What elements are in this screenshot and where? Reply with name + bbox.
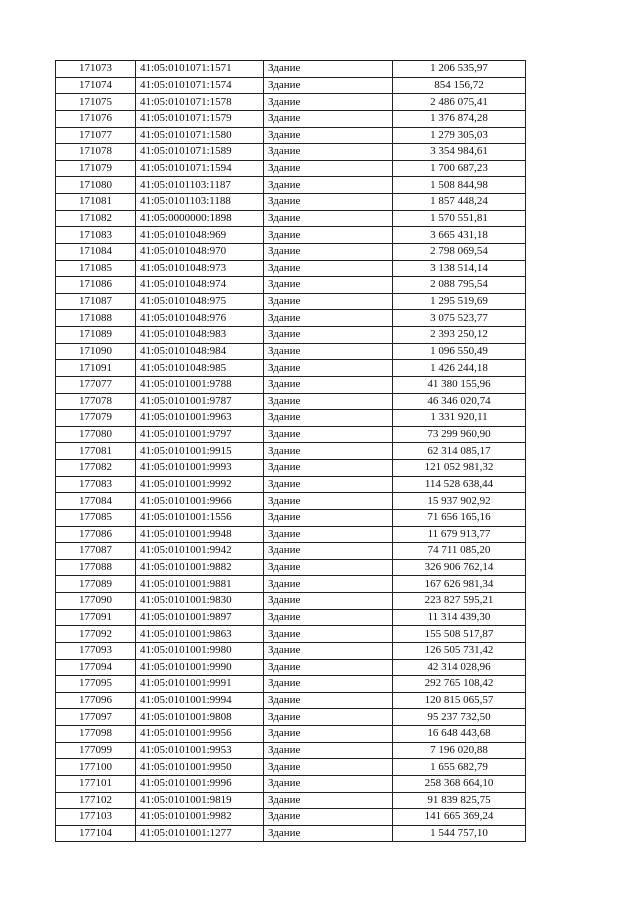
object-id-cell: 177100 — [56, 759, 136, 776]
object-type-cell: Здание — [264, 110, 393, 127]
table-row — [56, 160, 526, 177]
cadastral-value-cell: 1 508 844,98 — [393, 177, 526, 194]
object-type-cell: Здание — [264, 61, 393, 78]
table-row — [56, 509, 526, 526]
object-type-cell: Здание — [264, 160, 393, 177]
cadastral-value-cell: 41 380 155,96 — [393, 376, 526, 393]
table-row — [56, 77, 526, 94]
object-type-cell: Здание — [264, 243, 393, 260]
object-type-cell: Здание — [264, 426, 393, 443]
cadastral-value-cell: 1 655 682,79 — [393, 759, 526, 776]
cadastral-value-cell: 292 765 108,42 — [393, 676, 526, 693]
object-type-cell: Здание — [264, 327, 393, 344]
object-type-cell: Здание — [264, 642, 393, 659]
table-row — [56, 642, 526, 659]
object-type-cell: Здание — [264, 509, 393, 526]
cadastral-number-cell: 41:05:0101001:9992 — [136, 476, 264, 493]
cadastral-value-cell: 2 393 250,12 — [393, 327, 526, 344]
cadastral-number-cell: 41:05:0101001:9797 — [136, 426, 264, 443]
table-row — [56, 177, 526, 194]
cadastral-number-cell: 41:05:0101001:9980 — [136, 642, 264, 659]
table-row — [56, 775, 526, 792]
object-id-cell: 177080 — [56, 426, 136, 443]
cadastral-number-cell: 41:05:0101048:975 — [136, 293, 264, 310]
cadastral-value-cell: 11 314 439,30 — [393, 609, 526, 626]
cadastral-number-cell: 41:05:0101071:1578 — [136, 94, 264, 111]
table-row — [56, 726, 526, 743]
object-id-cell: 177091 — [56, 609, 136, 626]
object-id-cell: 177092 — [56, 626, 136, 643]
cadastral-number-cell: 41:05:0101071:1580 — [136, 127, 264, 144]
object-id-cell: 177085 — [56, 509, 136, 526]
table-row — [56, 127, 526, 144]
object-id-cell: 177078 — [56, 393, 136, 410]
object-type-cell: Здание — [264, 177, 393, 194]
object-type-cell: Здание — [264, 726, 393, 743]
cadastral-value-cell: 3 665 431,18 — [393, 227, 526, 244]
table-row — [56, 659, 526, 676]
object-type-cell: Здание — [264, 227, 393, 244]
cadastral-value-cell: 95 237 732,50 — [393, 709, 526, 726]
object-id-cell: 177095 — [56, 676, 136, 693]
cadastral-value-cell: 1 279 305,03 — [393, 127, 526, 144]
cadastral-value-cell: 74 711 085,20 — [393, 543, 526, 560]
cadastral-number-cell: 41:05:0101001:9950 — [136, 759, 264, 776]
table-row — [56, 144, 526, 161]
object-type-cell: Здание — [264, 493, 393, 510]
cadastral-number-cell: 41:05:0101001:9994 — [136, 692, 264, 709]
object-id-cell: 177097 — [56, 709, 136, 726]
cadastral-value-cell: 141 665 369,24 — [393, 809, 526, 826]
object-type-cell: Здание — [264, 360, 393, 377]
object-id-cell: 177089 — [56, 576, 136, 593]
table-row — [56, 676, 526, 693]
cadastral-value-cell: 1 570 551,81 — [393, 210, 526, 227]
table-row — [56, 343, 526, 360]
cadastral-value-cell: 120 815 065,57 — [393, 692, 526, 709]
object-type-cell: Здание — [264, 659, 393, 676]
table-row — [56, 759, 526, 776]
table-row — [56, 526, 526, 543]
cadastral-number-cell: 41:05:0101048:984 — [136, 343, 264, 360]
cadastral-number-cell: 41:05:0101001:9787 — [136, 393, 264, 410]
object-type-cell: Здание — [264, 476, 393, 493]
object-type-cell: Здание — [264, 759, 393, 776]
cadastral-number-cell: 41:05:0101001:9942 — [136, 543, 264, 560]
object-id-cell: 177104 — [56, 825, 136, 842]
object-id-cell: 177079 — [56, 410, 136, 427]
table-row — [56, 260, 526, 277]
table-row — [56, 609, 526, 626]
object-id-cell: 177101 — [56, 775, 136, 792]
object-id-cell: 177083 — [56, 476, 136, 493]
cadastral-value-cell: 2 798 069,54 — [393, 243, 526, 260]
cadastral-number-cell: 41:05:0101048:983 — [136, 327, 264, 344]
object-id-cell: 177088 — [56, 559, 136, 576]
object-id-cell: 177096 — [56, 692, 136, 709]
cadastral-value-table — [55, 60, 526, 842]
cadastral-value-cell: 62 314 085,17 — [393, 443, 526, 460]
table-row — [56, 443, 526, 460]
object-type-cell: Здание — [264, 692, 393, 709]
table-row — [56, 559, 526, 576]
cadastral-number-cell: 41:05:0101048:976 — [136, 310, 264, 327]
cadastral-number-cell: 41:05:0101048:973 — [136, 260, 264, 277]
table-row — [56, 493, 526, 510]
object-id-cell: 171082 — [56, 210, 136, 227]
cadastral-number-cell: 41:05:0101001:1556 — [136, 509, 264, 526]
cadastral-number-cell: 41:05:0101001:9808 — [136, 709, 264, 726]
object-id-cell: 177084 — [56, 493, 136, 510]
object-id-cell: 171080 — [56, 177, 136, 194]
object-id-cell: 171085 — [56, 260, 136, 277]
table-row — [56, 576, 526, 593]
cadastral-number-cell: 41:05:0101001:9990 — [136, 659, 264, 676]
object-type-cell: Здание — [264, 77, 393, 94]
object-type-cell: Здание — [264, 194, 393, 211]
cadastral-number-cell: 41:05:0101071:1579 — [136, 110, 264, 127]
table-row — [56, 825, 526, 842]
object-id-cell: 177081 — [56, 443, 136, 460]
table-row — [56, 792, 526, 809]
cadastral-number-cell: 41:05:0101001:9881 — [136, 576, 264, 593]
cadastral-value-cell: 1 376 874,28 — [393, 110, 526, 127]
cadastral-value-cell: 1 700 687,23 — [393, 160, 526, 177]
cadastral-number-cell: 41:05:0101048:970 — [136, 243, 264, 260]
object-type-cell: Здание — [264, 343, 393, 360]
cadastral-value-cell: 121 052 981,32 — [393, 460, 526, 477]
table-row — [56, 543, 526, 560]
table-row — [56, 61, 526, 78]
object-id-cell: 171077 — [56, 127, 136, 144]
object-type-cell: Здание — [264, 676, 393, 693]
object-type-cell: Здание — [264, 443, 393, 460]
cadastral-value-cell: 46 346 020,74 — [393, 393, 526, 410]
object-type-cell: Здание — [264, 210, 393, 227]
table-row — [56, 692, 526, 709]
cadastral-value-cell: 11 679 913,77 — [393, 526, 526, 543]
object-id-cell: 177086 — [56, 526, 136, 543]
cadastral-number-cell: 41:05:0101001:9882 — [136, 559, 264, 576]
cadastral-number-cell: 41:05:0101001:9956 — [136, 726, 264, 743]
table-row — [56, 709, 526, 726]
object-id-cell: 171090 — [56, 343, 136, 360]
object-id-cell: 171073 — [56, 61, 136, 78]
cadastral-value-cell: 258 368 664,10 — [393, 775, 526, 792]
cadastral-number-cell: 41:05:0101103:1188 — [136, 194, 264, 211]
cadastral-value-cell: 126 505 731,42 — [393, 642, 526, 659]
object-id-cell: 177103 — [56, 809, 136, 826]
cadastral-value-cell: 15 937 902,92 — [393, 493, 526, 510]
cadastral-number-cell: 41:05:0101001:9996 — [136, 775, 264, 792]
cadastral-value-cell: 7 196 020,88 — [393, 742, 526, 759]
cadastral-number-cell: 41:05:0101071:1594 — [136, 160, 264, 177]
object-id-cell: 171076 — [56, 110, 136, 127]
object-id-cell: 171081 — [56, 194, 136, 211]
table-row — [56, 110, 526, 127]
cadastral-number-cell: 41:05:0101001:9897 — [136, 609, 264, 626]
object-id-cell: 177102 — [56, 792, 136, 809]
table-row — [56, 360, 526, 377]
object-id-cell: 177098 — [56, 726, 136, 743]
table-row — [56, 327, 526, 344]
object-id-cell: 171084 — [56, 243, 136, 260]
object-type-cell: Здание — [264, 277, 393, 294]
cadastral-value-cell: 854 156,72 — [393, 77, 526, 94]
cadastral-value-cell: 3 354 984,61 — [393, 144, 526, 161]
table-row — [56, 626, 526, 643]
object-type-cell: Здание — [264, 293, 393, 310]
cadastral-value-cell: 114 528 638,44 — [393, 476, 526, 493]
object-type-cell: Здание — [264, 310, 393, 327]
cadastral-value-cell: 1 331 920,11 — [393, 410, 526, 427]
object-id-cell: 171075 — [56, 94, 136, 111]
object-id-cell: 171091 — [56, 360, 136, 377]
table-row — [56, 393, 526, 410]
table-row — [56, 243, 526, 260]
cadastral-value-cell: 1 857 448,24 — [393, 194, 526, 211]
object-id-cell: 171078 — [56, 144, 136, 161]
cadastral-number-cell: 41:05:0101001:9948 — [136, 526, 264, 543]
table-row — [56, 94, 526, 111]
table-row — [56, 742, 526, 759]
cadastral-value-cell: 73 299 960,90 — [393, 426, 526, 443]
object-type-cell: Здание — [264, 543, 393, 560]
cadastral-number-cell: 41:05:0101001:9963 — [136, 410, 264, 427]
object-id-cell: 171088 — [56, 310, 136, 327]
cadastral-value-cell: 71 656 165,16 — [393, 509, 526, 526]
object-id-cell: 171089 — [56, 327, 136, 344]
cadastral-number-cell: 41:05:0101001:9830 — [136, 593, 264, 610]
object-type-cell: Здание — [264, 742, 393, 759]
table-row — [56, 310, 526, 327]
object-id-cell: 177077 — [56, 376, 136, 393]
cadastral-value-cell: 1 544 757,10 — [393, 825, 526, 842]
cadastral-value-cell: 1 295 519,69 — [393, 293, 526, 310]
cadastral-value-cell: 16 648 443,68 — [393, 726, 526, 743]
table-row — [56, 194, 526, 211]
cadastral-number-cell: 41:05:0101048:969 — [136, 227, 264, 244]
table-row — [56, 426, 526, 443]
object-id-cell: 171083 — [56, 227, 136, 244]
cadastral-number-cell: 41:05:0101001:9863 — [136, 626, 264, 643]
object-id-cell: 177093 — [56, 642, 136, 659]
object-type-cell: Здание — [264, 460, 393, 477]
cadastral-number-cell: 41:05:0101103:1187 — [136, 177, 264, 194]
object-type-cell: Здание — [264, 775, 393, 792]
table-row — [56, 293, 526, 310]
cadastral-number-cell: 41:05:0101001:1277 — [136, 825, 264, 842]
cadastral-value-cell: 2 486 075,41 — [393, 94, 526, 111]
cadastral-value-cell: 3 075 523,77 — [393, 310, 526, 327]
cadastral-value-cell: 42 314 028,96 — [393, 659, 526, 676]
object-type-cell: Здание — [264, 709, 393, 726]
object-type-cell: Здание — [264, 609, 393, 626]
table-body — [56, 61, 526, 842]
cadastral-number-cell: 41:05:0101071:1589 — [136, 144, 264, 161]
cadastral-number-cell: 41:05:0101001:9915 — [136, 443, 264, 460]
cadastral-number-cell: 41:05:0101001:9953 — [136, 742, 264, 759]
cadastral-number-cell: 41:05:0101001:9819 — [136, 792, 264, 809]
object-type-cell: Здание — [264, 260, 393, 277]
object-type-cell: Здание — [264, 809, 393, 826]
cadastral-number-cell: 41:05:0101071:1571 — [136, 61, 264, 78]
cadastral-number-cell: 41:05:0101048:974 — [136, 277, 264, 294]
object-id-cell: 177099 — [56, 742, 136, 759]
cadastral-value-cell: 3 138 514,14 — [393, 260, 526, 277]
table-row — [56, 277, 526, 294]
object-type-cell: Здание — [264, 526, 393, 543]
object-type-cell: Здание — [264, 559, 393, 576]
cadastral-number-cell: 41:05:0101048:985 — [136, 360, 264, 377]
object-type-cell: Здание — [264, 626, 393, 643]
cadastral-number-cell: 41:05:0101001:9966 — [136, 493, 264, 510]
cadastral-value-cell: 1 206 535,97 — [393, 61, 526, 78]
cadastral-number-cell: 41:05:0101001:9788 — [136, 376, 264, 393]
object-type-cell: Здание — [264, 825, 393, 842]
table-row — [56, 227, 526, 244]
object-type-cell: Здание — [264, 94, 393, 111]
object-type-cell: Здание — [264, 410, 393, 427]
cadastral-value-cell: 155 508 517,87 — [393, 626, 526, 643]
cadastral-number-cell: 41:05:0000000:1898 — [136, 210, 264, 227]
object-type-cell: Здание — [264, 593, 393, 610]
table-row — [56, 376, 526, 393]
cadastral-number-cell: 41:05:0101001:9991 — [136, 676, 264, 693]
object-id-cell: 171086 — [56, 277, 136, 294]
table-row — [56, 210, 526, 227]
object-type-cell: Здание — [264, 127, 393, 144]
cadastral-number-cell: 41:05:0101001:9993 — [136, 460, 264, 477]
table-row — [56, 593, 526, 610]
object-id-cell: 177087 — [56, 543, 136, 560]
object-id-cell: 171079 — [56, 160, 136, 177]
cadastral-value-cell: 91 839 825,75 — [393, 792, 526, 809]
object-type-cell: Здание — [264, 576, 393, 593]
cadastral-value-cell: 167 626 981,34 — [393, 576, 526, 593]
object-id-cell: 177082 — [56, 460, 136, 477]
object-type-cell: Здание — [264, 792, 393, 809]
object-id-cell: 171074 — [56, 77, 136, 94]
cadastral-number-cell: 41:05:0101001:9982 — [136, 809, 264, 826]
object-id-cell: 177090 — [56, 593, 136, 610]
cadastral-value-cell: 2 088 795,54 — [393, 277, 526, 294]
object-id-cell: 171087 — [56, 293, 136, 310]
table-row — [56, 809, 526, 826]
cadastral-value-cell: 1 426 244,18 — [393, 360, 526, 377]
cadastral-value-cell: 326 906 762,14 — [393, 559, 526, 576]
table-row — [56, 460, 526, 477]
cadastral-value-cell: 223 827 595,21 — [393, 593, 526, 610]
table-row — [56, 476, 526, 493]
table-row — [56, 410, 526, 427]
object-type-cell: Здание — [264, 393, 393, 410]
object-type-cell: Здание — [264, 144, 393, 161]
object-type-cell: Здание — [264, 376, 393, 393]
cadastral-value-cell: 1 096 550,49 — [393, 343, 526, 360]
cadastral-number-cell: 41:05:0101071:1574 — [136, 77, 264, 94]
object-id-cell: 177094 — [56, 659, 136, 676]
